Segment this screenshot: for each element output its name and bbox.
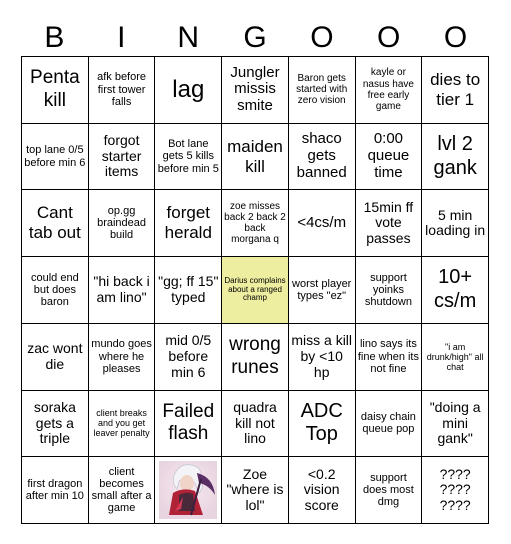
bingo-cell: support does most dmg <box>356 457 423 524</box>
bingo-cell: maiden kill <box>222 124 289 191</box>
title-letter-6: O <box>377 21 401 54</box>
bingo-cell: worst player types "ez" <box>289 257 356 324</box>
bingo-cell: client becomes small after a game <box>89 457 156 524</box>
bingo-cell: forget herald <box>155 190 222 257</box>
bingo-cell: mid 0/5 before min 6 <box>155 324 222 391</box>
bingo-cell: <4cs/m <box>289 190 356 257</box>
bingo-cell: 10+ cs/m <box>422 257 489 324</box>
bingo-cell: "i am drunk/high" all chat <box>422 324 489 391</box>
bingo-cell: ???? ???? ???? <box>422 457 489 524</box>
bingo-cell: <0.2 vision score <box>289 457 356 524</box>
bingo-cell: kayle or nasus have free early game <box>356 57 423 124</box>
bingo-cell: Failed flash <box>155 391 222 458</box>
title-letter-3: N <box>177 21 199 54</box>
bingo-cell: quadra kill not lino <box>222 391 289 458</box>
bingo-cell: Cant tab out <box>22 190 89 257</box>
bingo-cell: support yoinks shutdown <box>356 257 423 324</box>
bingo-cell: Penta kill <box>22 57 89 124</box>
bingo-cell: forgot starter items <box>89 124 156 191</box>
bingo-cell: "gg; ff 15" typed <box>155 257 222 324</box>
bingo-cell: ADC Top <box>289 391 356 458</box>
bingo-cell: zac wont die <box>22 324 89 391</box>
bingo-cell: Baron gets started with zero vision <box>289 57 356 124</box>
bingo-cell: lvl 2 gank <box>422 124 489 191</box>
bingo-cell: wrong runes <box>222 324 289 391</box>
title-letter-4: G <box>243 21 267 54</box>
bingo-cell: soraka gets a triple <box>22 391 89 458</box>
bingo-cell: miss a kill by <10 hp <box>289 324 356 391</box>
bingo-cell: Zoe "where is lol" <box>222 457 289 524</box>
champion-portrait-icon <box>157 459 219 521</box>
bingo-cell: Bot lane gets 5 kills before min 5 <box>155 124 222 191</box>
bingo-cell: afk before first tower falls <box>89 57 156 124</box>
bingo-cell: zoe misses back 2 back 2 back morgana q <box>222 190 289 257</box>
bingo-cell: 15min ff vote passes <box>356 190 423 257</box>
bingo-cell: first dragon after min 10 <box>22 457 89 524</box>
free-space-cell: Darius complains about a ranged champ <box>222 257 289 324</box>
bingo-cell: lag <box>155 57 222 124</box>
bingo-cell: dies to tier 1 <box>422 57 489 124</box>
title-letter-2: I <box>117 21 126 54</box>
title-letter-1: B <box>44 21 65 54</box>
champion-portrait-cell <box>155 457 222 524</box>
title-letter-5: O <box>310 21 334 54</box>
bingo-title <box>21 20 489 56</box>
bingo-cell: could end but does baron <box>22 257 89 324</box>
bingo-cell: client breaks and you get leaver penalty <box>89 391 156 458</box>
bingo-cell: top lane 0/5 before min 6 <box>22 124 89 191</box>
bingo-cell: op.gg braindead build <box>89 190 156 257</box>
bingo-cell: Jungler missis smite <box>222 57 289 124</box>
bingo-cell: 0:00 queue time <box>356 124 423 191</box>
bingo-cell: shaco gets banned <box>289 124 356 191</box>
bingo-cell: daisy chain queue pop <box>356 391 423 458</box>
bingo-board <box>21 56 489 524</box>
title-letter-7: O <box>443 21 468 54</box>
bingo-cell: 5 min loading in <box>422 190 489 257</box>
bingo-cell: lino says its fine when its not fine <box>356 324 423 391</box>
bingo-cell: "doing a mini gank" <box>422 391 489 458</box>
bingo-cell: "hi back i am lino" <box>89 257 156 324</box>
bingo-cell: mundo goes where he pleases <box>89 324 156 391</box>
